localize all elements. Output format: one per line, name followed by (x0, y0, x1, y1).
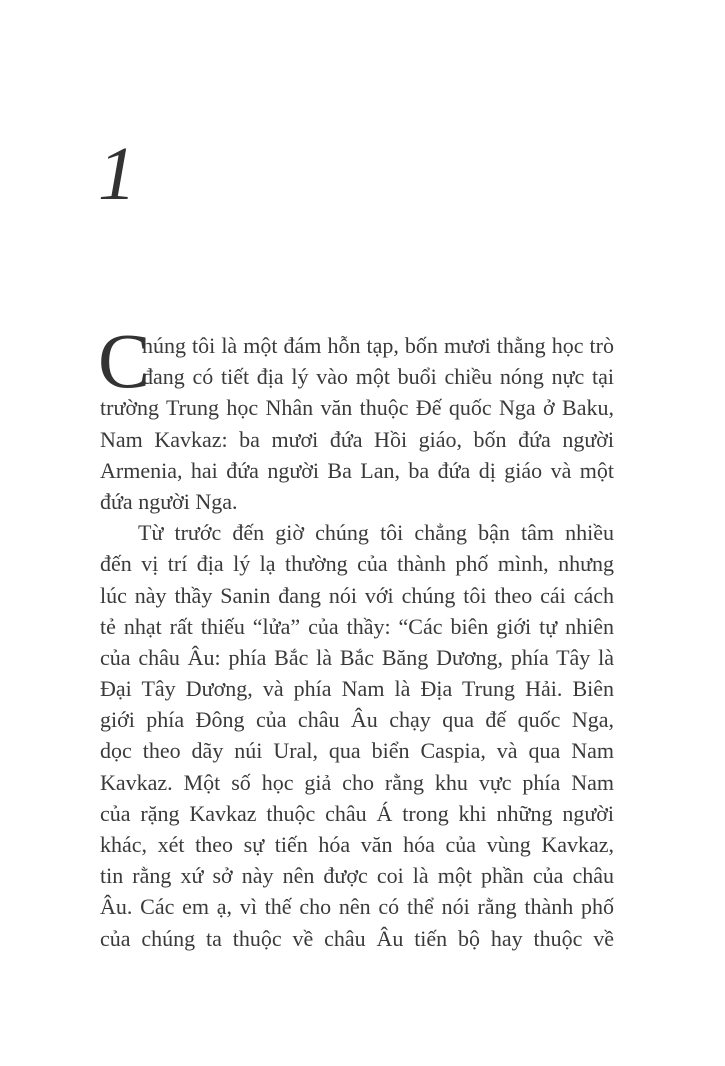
text-line: của châu Âu: phía Bắc là Bắc Băng Dương, phía Tây là (100, 644, 614, 670)
body-text-block (98, 317, 614, 954)
text-line: tẻ nhạt rất thiếu “lửa” của thầy: “Các biên giới tự nhiên (100, 613, 614, 639)
text-line: của chúng ta thuộc về châu Âu tiến bộ hay thuộc về (100, 925, 614, 951)
text-line: dọc theo dãy núi Ural, qua biển Caspia, và qua Nam (100, 738, 614, 764)
chapter-number: 1 (98, 132, 136, 216)
text-line: của rặng Kavkaz thuộc châu Á trong khi những người (100, 800, 614, 826)
text-line: tin rằng xứ sở này nên được coi là một phần của châu (100, 863, 614, 889)
text-line: giới phía Đông của châu Âu chạy qua đế quốc Nga, (100, 707, 614, 733)
text-line: húng tôi là một đám hỗn tạp, bốn mươi thằng học trò (142, 333, 614, 358)
text-line: khác, xét theo sự tiến hóa văn hóa của vùng Kavkaz, (100, 832, 614, 857)
text-line: Âu. Các em ạ, vì thế cho nên có thể nói rằng thành phố (100, 894, 614, 920)
text-line: Đại Tây Dương, và phía Nam là Địa Trung Hải. Biên (100, 676, 614, 702)
text-line: Nam Kavkaz: ba mươi đứa Hồi giáo, bốn đứa người (100, 426, 614, 452)
text-line: Armenia, hai đứa người Ba Lan, ba đứa dị giáo và một (100, 457, 614, 483)
text-line: Kavkaz. Một số học giả cho rằng khu vực phía Nam (100, 769, 614, 795)
text-line: đến vị trí địa lý lạ thường của thành phố mình, nhưng (100, 551, 614, 577)
text-line: Từ trước đến giờ chúng tôi chẳng bận tâm nhiều (138, 520, 614, 546)
paragraph-1 (98, 317, 614, 517)
text-line: lúc này thầy Sanin đang nói với chúng tôi theo cái cách (100, 582, 614, 608)
text-line: đang có tiết địa lý vào một buổi chiều nóng nực tại (142, 364, 614, 390)
paragraph-2 (100, 517, 614, 954)
text-line: đứa người Nga. (100, 488, 238, 514)
text-line: trường Trung học Nhân văn thuộc Đế quốc Nga ở Baku, (100, 395, 614, 421)
drop-cap-letter: C (98, 317, 151, 404)
